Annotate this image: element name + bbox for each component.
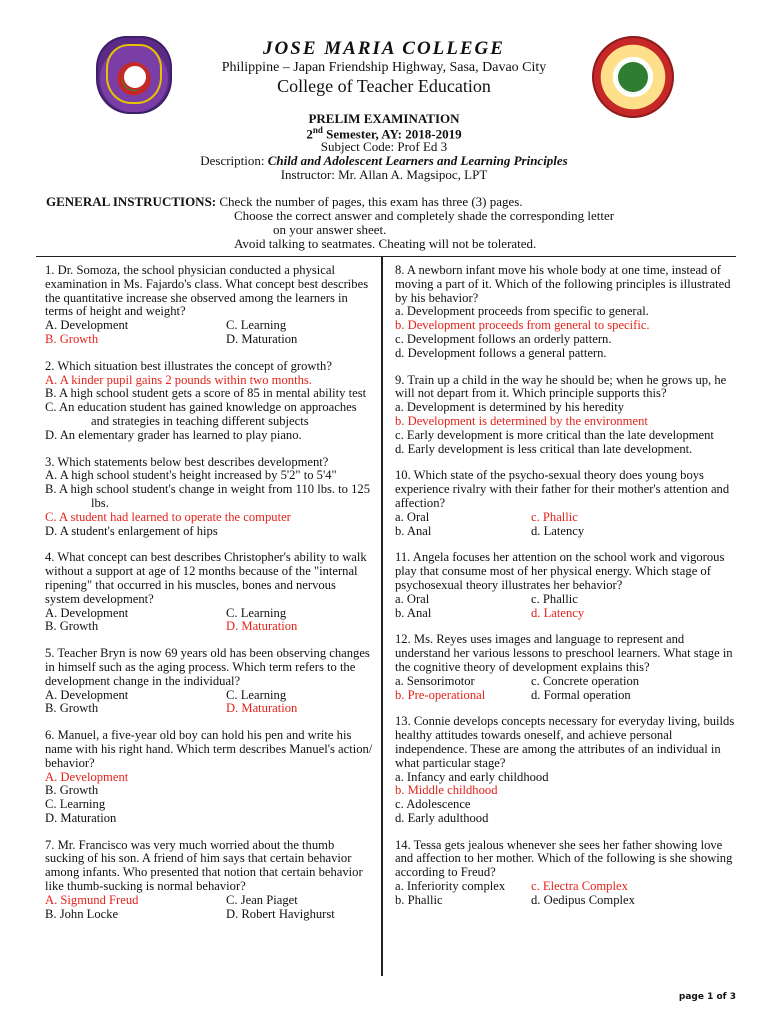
instructions-label: GENERAL INSTRUCTIONS:: [46, 194, 217, 209]
option-a: a. Inferiority complex: [395, 879, 506, 894]
instructions-text-1: Check the number of pages, this exam has three (3) pages.: [216, 194, 523, 209]
option-c: C. Learning: [226, 687, 287, 702]
question-10: [395, 469, 735, 538]
option-b: B. A high school student's change in weight from 110 lbs. to 125 lbs.: [45, 482, 371, 510]
question-text: 1. Dr. Somoza, the school physician conducted a physical examination in Ms. Fajardo's class. What concept best describes the quantitative increase she observed among the learners in terms of height and weight?: [45, 263, 369, 319]
option-d-answer: D. Maturation: [226, 619, 298, 634]
option-b: b. Anal: [395, 605, 432, 620]
description-label: Description:: [200, 153, 268, 168]
option-row: [45, 689, 373, 703]
option-d: D. A student's enlargement of hips: [45, 523, 218, 538]
option-row: [395, 894, 735, 908]
option-a: a. Development is determined by his heredity: [395, 400, 625, 415]
questions-right-column: [395, 264, 735, 921]
question-text: 8. A newborn infant move his whole body at one time, instead of moving a part of it. Which of the following principles is illustrated by his behavior?: [395, 263, 731, 305]
option-row: [395, 607, 735, 621]
seal-cross-emblem: [616, 60, 650, 94]
option-d-answer: D. Maturation: [226, 701, 298, 716]
option-row: [45, 620, 373, 634]
semester-number: 2: [306, 126, 313, 142]
question-3: [45, 456, 373, 539]
option-a: A. A high school student's height increased by 5'2" to 5'4": [45, 468, 337, 483]
department-name: College of Teacher Education: [277, 76, 491, 96]
question-1: [45, 264, 373, 347]
instructions-line-3: on your answer sheet.: [273, 222, 387, 237]
option-d: D. An elementary grader has learned to play piano.: [45, 427, 302, 442]
instructor-line: Instructor: Mr. Allan A. Magsipoc, LPT: [280, 167, 488, 182]
instructions-line-4: Avoid talking to seatmates. Cheating will not be tolerated.: [234, 236, 537, 251]
option-b: B. A high school student gets a score of 85 in mental ability test: [45, 386, 367, 401]
option-c: C. Learning: [226, 605, 287, 620]
option-c: c. Early development is more critical than the late development: [395, 427, 714, 442]
question-text: 14. Tessa gets jealous whenever she sees her father showing love and affection to her mother. Which of the following is she showing according to Freud?: [395, 837, 733, 880]
option-c: C. Learning: [226, 318, 287, 333]
question-text: 10. Which state of the psycho-sexual theory does young boys experience rivalry with their father for their mother's attention and affection?: [395, 468, 730, 510]
option-c: C. Learning: [45, 797, 106, 812]
question-text: 5. Teacher Bryn is now 69 years old has been observing changes in himself such as the aging process. Which term refers to the development change in the individual?: [45, 646, 370, 688]
questions-left-column: [45, 264, 373, 934]
option-row: [45, 319, 373, 333]
option-c-answer: c. Phallic: [531, 509, 578, 524]
question-text: 11. Angela focuses her attention on the school work and vigorous play that consume most of her physical energy. Which stage of psychosexual theory illustrates her behavior?: [395, 550, 725, 592]
option-d: D. Robert Havighurst: [226, 906, 335, 921]
option-d: d. Early development is less critical than late development.: [395, 441, 693, 456]
college-name: JOSE MARIA COLLEGE: [263, 38, 505, 59]
option-c-answer: c. Electra Complex: [531, 879, 628, 894]
option-c: C. An education student has gained knowledge on approaches and strategies in teaching different subjects: [45, 400, 357, 428]
option-a-answer: A. Sigmund Freud: [45, 892, 139, 907]
option-c: c. Development follows an orderly pattern.: [395, 331, 612, 346]
question-8: [395, 264, 735, 361]
option-d-answer: d. Latency: [531, 605, 585, 620]
question-7: [45, 839, 373, 922]
option-d: d. Formal operation: [531, 687, 631, 702]
instructions-line-1: [46, 195, 523, 209]
option-b: B. Growth: [45, 701, 99, 716]
option-c: c. Concrete operation: [531, 673, 640, 688]
option-a: a. Sensorimotor: [395, 673, 475, 688]
option-row: [45, 702, 373, 716]
option-row: [395, 593, 735, 607]
option-row: [395, 880, 735, 894]
option-b-answer: B. Growth: [45, 331, 99, 346]
option-b: B. John Locke: [45, 906, 119, 921]
option-b-answer: b. Development proceeds from general to specific.: [395, 318, 650, 333]
option-b: b. Anal: [395, 523, 432, 538]
option-row: [395, 689, 735, 703]
question-text: 13. Connie develops concepts necessary for everyday living, builds healthy attitudes towards oneself, and achieve personal independence. These are among the attributes of an individual in what particular stage?: [395, 714, 735, 770]
option-row: [45, 894, 373, 908]
question-text: 9. Train up a child in the way he should be; when he grows up, he will not depart from it. Which principle supports this?: [395, 372, 727, 401]
option-row: [45, 908, 373, 922]
option-a: A. Development: [45, 605, 129, 620]
option-d: d. Latency: [531, 523, 585, 538]
option-b: b. Phallic: [395, 892, 443, 907]
question-text: 4. What concept can best describes Christopher's ability to walk without a support at age of 12 months because of the "internal ripening" that occurred in his muscles, bones and nervous system development?: [45, 550, 367, 606]
section-divider-horizontal: [36, 256, 736, 257]
column-divider-vertical: [381, 256, 383, 976]
option-b-answer: b. Development is determined by the environment: [395, 413, 648, 428]
option-c: c. Adolescence: [395, 797, 471, 812]
description-value: Child and Adolescent Learners and Learning Principles: [267, 153, 568, 168]
option-a: a. Oral: [395, 591, 430, 606]
option-c-answer: C. A student had learned to operate the computer: [45, 509, 291, 524]
option-a-answer: A. Development: [45, 769, 129, 784]
option-c: C. Jean Piaget: [226, 892, 298, 907]
question-text: 7. Mr. Francisco was very much worried about the thumb sucking of his son. A friend of him says that certain behavior among infants. Who presented that notion that certain behavior like thumb-sucking is normal behavior?: [45, 837, 363, 894]
semester-suffix: nd: [312, 125, 323, 135]
question-11: [395, 551, 735, 620]
subject-code: Subject Code: Prof Ed 3: [320, 139, 448, 154]
question-6: [45, 729, 373, 826]
question-12: [395, 633, 735, 702]
question-text: 12. Ms. Reyes uses images and language to represent and understand her various lessons to preschool learners. What stage in the cognitive theory of development explains this?: [395, 632, 733, 674]
question-9: [395, 374, 735, 457]
option-a-answer: A. A kinder pupil gains 2 pounds within two months.: [45, 372, 312, 387]
option-row: [395, 525, 735, 539]
question-text: 2. Which situation best illustrates the concept of growth?: [45, 358, 332, 373]
option-row: [45, 607, 373, 621]
option-b-answer: b. Pre-operational: [395, 687, 486, 702]
option-a: a. Development proceeds from specific to general.: [395, 304, 649, 319]
option-d: d. Oedipus Complex: [531, 892, 635, 907]
question-5: [45, 647, 373, 716]
option-d: d. Development follows a general pattern.: [395, 345, 607, 360]
instructions-line-2: Choose the correct answer and completely shade the corresponding letter: [234, 208, 615, 223]
college-address: Philippine – Japan Friendship Highway, Sasa, Davao City: [221, 60, 547, 75]
exam-title: PRELIM EXAMINATION: [308, 111, 460, 126]
question-14: [395, 839, 735, 908]
department-seal-logo: [592, 36, 674, 118]
question-text: 3. Which statements below best describes development?: [45, 454, 329, 469]
option-row: [395, 675, 735, 689]
option-row: [395, 511, 735, 525]
question-2: [45, 360, 373, 443]
option-d: D. Maturation: [226, 331, 298, 346]
option-row: [45, 333, 373, 347]
option-a: a. Oral: [395, 509, 430, 524]
option-b-answer: b. Middle childhood: [395, 783, 498, 798]
option-a: A. Development: [45, 687, 129, 702]
option-d: d. Early adulthood: [395, 810, 489, 825]
option-b: B. Growth: [45, 619, 99, 634]
question-4: [45, 551, 373, 634]
question-13: [395, 715, 735, 825]
option-b: B. Growth: [45, 783, 99, 798]
option-c: c. Phallic: [531, 591, 578, 606]
semester-text: Semester, AY: 2018-2019: [322, 126, 462, 142]
option-d: D. Maturation: [45, 810, 117, 825]
page-number: page 1 of 3: [678, 992, 736, 1002]
question-text: 6. Manuel, a five-year old boy can hold his pen and write his name with his right hand. Which term describes Manuel's action/ behavior?: [45, 728, 373, 770]
option-a: a. Infancy and early childhood: [395, 769, 549, 784]
option-a: A. Development: [45, 318, 129, 333]
